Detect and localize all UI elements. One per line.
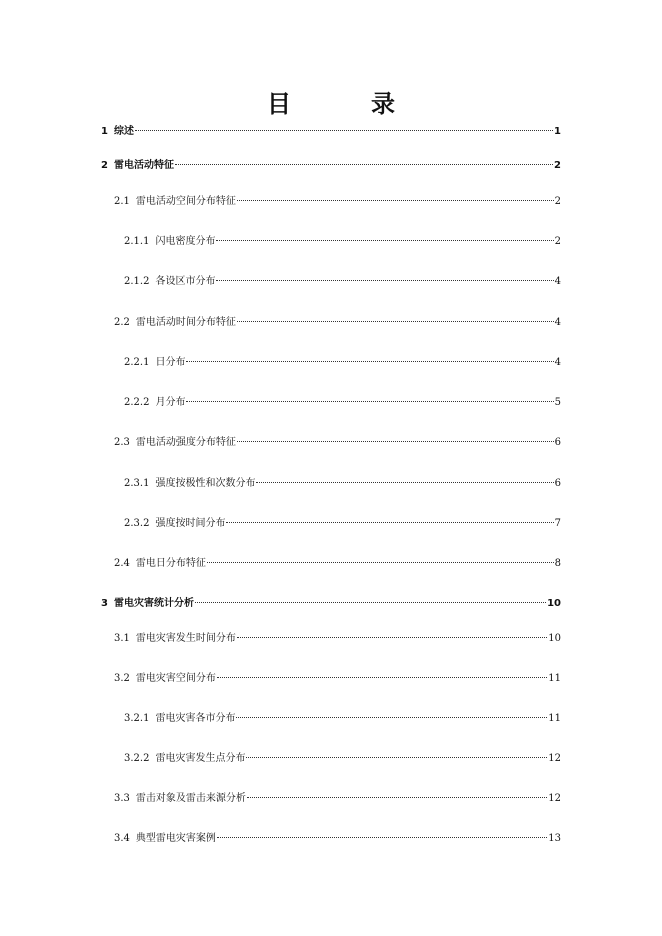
toc-entry-label: 典型雷电灾害案例 <box>135 833 216 844</box>
toc-dot-leader <box>256 482 553 483</box>
toc-entry-label: 雷电灾害空间分布 <box>135 673 216 684</box>
toc-entry-number: 2.2.2 <box>124 397 150 408</box>
toc-entry-number: 2.2.1 <box>124 357 150 368</box>
toc-entry[interactable] <box>124 516 561 532</box>
toc-page-number: 4 <box>554 317 561 328</box>
toc-entry-label: 闪电密度分布 <box>155 236 216 247</box>
toc-entry-label: 雷电活动时间分布特征 <box>135 317 236 328</box>
toc-dot-leader <box>247 797 547 798</box>
toc-page-number: 6 <box>554 437 561 448</box>
toc-entry[interactable] <box>114 671 561 687</box>
toc-page-number: 2 <box>554 196 561 207</box>
toc-entry-label: 雷电灾害发生点分布 <box>155 753 246 764</box>
toc-entry-number: 3 <box>101 598 108 609</box>
toc-entry[interactable] <box>114 556 561 572</box>
toc-entry-label: 强度按极性和次数分布 <box>155 478 256 489</box>
toc-page-number: 6 <box>554 478 561 489</box>
toc-dot-leader <box>236 717 547 718</box>
toc-entry[interactable] <box>114 791 561 807</box>
toc-page-number: 11 <box>548 673 561 684</box>
toc-page-number: 13 <box>548 833 561 844</box>
toc-dot-leader <box>216 240 553 241</box>
toc-entry[interactable] <box>124 355 561 371</box>
toc-entry-number: 2.1 <box>114 196 130 207</box>
toc-entry[interactable] <box>114 435 561 451</box>
toc-entry-number: 2.3.1 <box>124 478 150 489</box>
toc-entry-label: 雷电活动空间分布特征 <box>135 196 236 207</box>
toc-page-number: 2 <box>554 160 561 171</box>
toc-entry-label: 雷电灾害统计分析 <box>113 598 194 609</box>
toc-dot-leader <box>195 602 546 603</box>
toc-dot-leader <box>175 164 553 165</box>
toc-entry-number: 3.3 <box>114 793 130 804</box>
toc-dot-leader <box>217 677 547 678</box>
toc-entry[interactable] <box>101 596 561 612</box>
toc-entry[interactable] <box>124 234 561 250</box>
toc-entry-number: 2.2 <box>114 317 130 328</box>
toc-dot-leader <box>217 837 547 838</box>
toc-entry-label: 综述 <box>113 126 134 137</box>
toc-page-number: 7 <box>554 518 561 529</box>
toc-entry[interactable] <box>124 476 561 492</box>
toc-dot-leader <box>186 401 553 402</box>
toc-entry-number: 2.1.2 <box>124 276 150 287</box>
toc-entry-number: 3.2.1 <box>124 713 150 724</box>
toc-entry-label: 雷电活动强度分布特征 <box>135 437 236 448</box>
toc-entry-label: 强度按时间分布 <box>155 518 226 529</box>
toc-entry[interactable] <box>114 831 561 847</box>
toc-entry-label: 雷电日分布特征 <box>135 558 206 569</box>
toc-dot-leader <box>237 441 554 442</box>
toc-page-number: 1 <box>554 126 561 137</box>
toc-entry[interactable] <box>124 711 561 727</box>
toc-page-number: 12 <box>548 793 561 804</box>
toc-entry-label: 雷电灾害发生时间分布 <box>135 633 236 644</box>
toc-dot-leader <box>226 522 553 523</box>
toc-dot-leader <box>135 130 553 131</box>
toc-page-number: 2 <box>554 236 561 247</box>
toc-title: 目 录 <box>267 90 423 118</box>
toc-dot-leader <box>237 200 554 201</box>
toc-entry[interactable] <box>124 395 561 411</box>
toc-entry-number: 3.1 <box>114 633 130 644</box>
toc-dot-leader <box>207 562 554 563</box>
toc-page-number: 10 <box>547 598 561 609</box>
toc-entry[interactable] <box>101 158 561 174</box>
toc-entry[interactable] <box>114 194 561 210</box>
toc-page-number: 5 <box>554 397 561 408</box>
toc-entry-number: 2.3 <box>114 437 130 448</box>
toc-entry-number: 3.2 <box>114 673 130 684</box>
toc-page-number: 10 <box>548 633 561 644</box>
toc-entry-label: 月分布 <box>155 397 186 408</box>
toc-page-number: 8 <box>554 558 561 569</box>
toc-dot-leader <box>216 280 553 281</box>
toc-entry[interactable] <box>114 631 561 647</box>
toc-page-number: 4 <box>554 276 561 287</box>
toc-entry-label: 雷电灾害各市分布 <box>155 713 236 724</box>
toc-page-number: 12 <box>548 753 561 764</box>
toc-entry[interactable] <box>124 751 561 767</box>
toc-page-number: 4 <box>554 357 561 368</box>
toc-dot-leader <box>237 321 554 322</box>
toc-dot-leader <box>186 361 553 362</box>
toc-entry-number: 2.4 <box>114 558 130 569</box>
toc-entry[interactable] <box>101 124 561 140</box>
toc-entry-number: 3.4 <box>114 833 130 844</box>
toc-dot-leader <box>246 757 547 758</box>
toc-entry-label: 雷击对象及雷击来源分析 <box>135 793 246 804</box>
toc-dot-leader <box>237 637 547 638</box>
toc-entry-number: 2.3.2 <box>124 518 150 529</box>
toc-entry-label: 雷电活动特征 <box>113 160 174 171</box>
toc-entry-number: 2 <box>101 160 108 171</box>
toc-entry[interactable] <box>114 315 561 331</box>
toc-entry-label: 各设区市分布 <box>155 276 216 287</box>
toc-entry-number: 3.2.2 <box>124 753 150 764</box>
toc-entry-number: 1 <box>101 126 108 137</box>
toc-entry-label: 日分布 <box>155 357 186 368</box>
toc-page-number: 11 <box>548 713 561 724</box>
toc-entry[interactable] <box>124 274 561 290</box>
toc-entry-number: 2.1.1 <box>124 236 150 247</box>
